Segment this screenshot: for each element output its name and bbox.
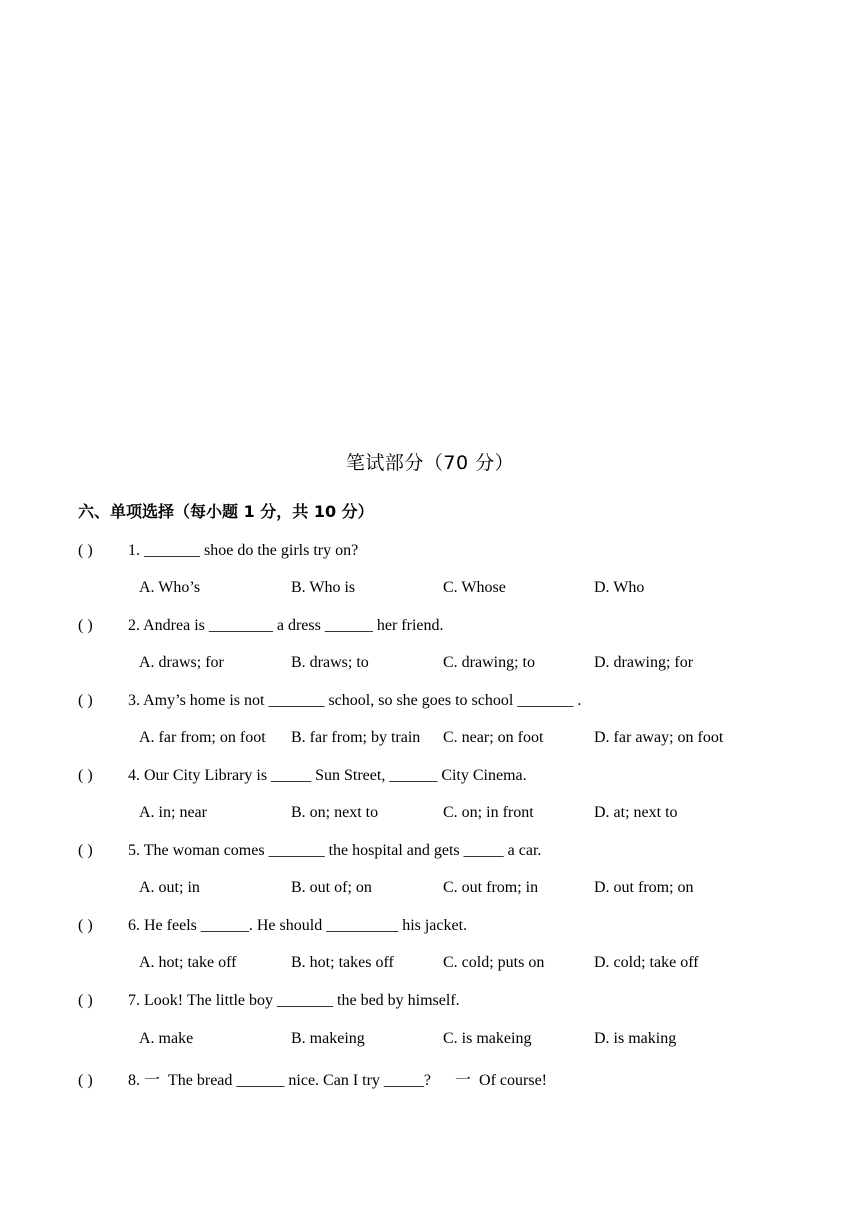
option-d: D. cold; take off <box>594 954 699 971</box>
option-b: B. on; next to <box>291 804 379 821</box>
option-d: D. at; next to <box>594 804 678 821</box>
answer-blank: ( ) <box>78 617 93 634</box>
option-a: A. far from; on foot <box>139 729 266 746</box>
answer-blank: ( ) <box>78 917 93 934</box>
answer-blank: ( ) <box>78 692 93 709</box>
option-a: A. out; in <box>139 879 200 896</box>
option-b: B. Who is <box>291 579 356 596</box>
question-4 <box>78 767 527 785</box>
question-text: 1. _______ shoe do the girls try on? <box>128 542 359 559</box>
question-8 <box>78 1067 547 1090</box>
option-d: D. drawing; for <box>594 654 694 671</box>
option-c: C. near; on foot <box>443 729 544 746</box>
option-a: A. make <box>139 1030 194 1047</box>
option-d: D. far away; on foot <box>594 729 724 746</box>
option-b: B. far from; by train <box>291 729 421 746</box>
answer-blank: ( ) <box>78 992 93 1009</box>
question-text: 8. 一 The bread ______ nice. Can I try _____? 一 Of course! <box>128 1072 548 1089</box>
question-1 <box>78 542 358 560</box>
option-b: B. out of; on <box>291 879 372 896</box>
option-a: A. draws; for <box>139 654 224 671</box>
option-c: C. is makeing <box>443 1030 532 1047</box>
option-b: B. makeing <box>291 1030 365 1047</box>
question-text: 5. The woman comes _______ the hospital and gets _____ a car. <box>128 842 542 859</box>
answer-blank: ( ) <box>78 842 93 859</box>
answer-blank: ( ) <box>78 542 93 559</box>
question-text: 7. Look! The little boy _______ the bed by himself. <box>128 992 460 1009</box>
option-c: C. drawing; to <box>443 654 535 671</box>
section-heading: 六、单项选择（每小题 1 分，共 10 分） <box>78 502 374 521</box>
answer-blank: ( ) <box>78 1072 93 1089</box>
option-c: C. cold; puts on <box>443 954 545 971</box>
question-text: 3. Amy’s home is not _______ school, so she goes to school _______ . <box>128 692 582 709</box>
option-c: C. Whose <box>443 579 506 596</box>
page-title: 笔试部分（70 分） <box>345 452 515 474</box>
option-d: D. out from; on <box>594 879 694 896</box>
option-a: A. in; near <box>139 804 207 821</box>
question-3 <box>78 692 581 710</box>
question-6 <box>78 917 467 935</box>
question-5 <box>78 842 541 860</box>
option-a: A. Who’s <box>139 579 201 596</box>
answer-blank: ( ) <box>78 767 93 784</box>
question-2 <box>78 617 444 635</box>
option-b: B. draws; to <box>291 654 369 671</box>
option-b: B. hot; takes off <box>291 954 394 971</box>
option-c: C. on; in front <box>443 804 534 821</box>
question-text: 2. Andrea is ________ a dress ______ her friend. <box>128 617 444 634</box>
question-text: 6. He feels ______. He should _________ his jacket. <box>128 917 468 934</box>
option-d: D. is making <box>594 1030 677 1047</box>
question-7 <box>78 992 460 1010</box>
option-a: A. hot; take off <box>139 954 237 971</box>
question-text: 4. Our City Library is _____ Sun Street, ______ City Cinema. <box>128 767 527 784</box>
option-c: C. out from; in <box>443 879 539 896</box>
option-d: D. Who <box>594 579 645 596</box>
